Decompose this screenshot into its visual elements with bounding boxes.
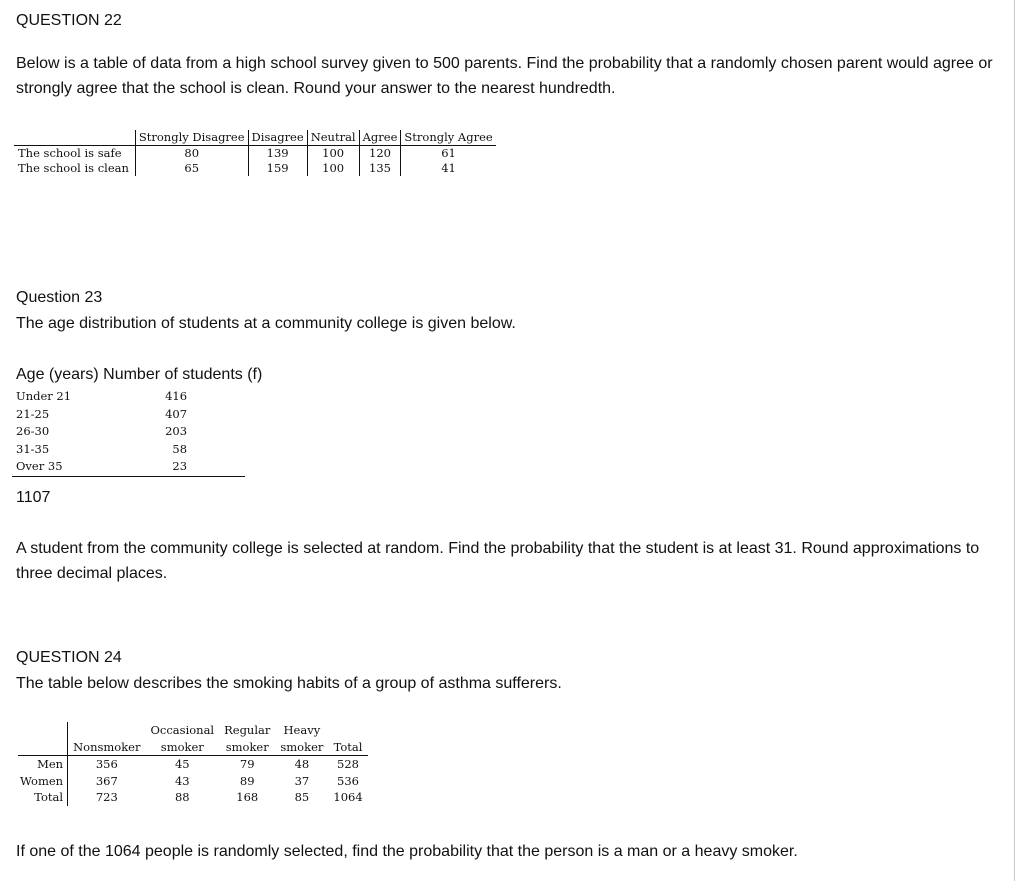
- smoking-header-top: [328, 722, 367, 739]
- page-right-border: [1014, 0, 1015, 881]
- question-23-text: The age distribution of students at a community college is given below.: [16, 315, 516, 332]
- smoking-table-corner: [18, 739, 68, 756]
- survey-header-disagree: Disagree: [248, 130, 307, 146]
- smoking-row-label: Total: [18, 789, 68, 806]
- table-row: [18, 773, 368, 790]
- smoking-header-occasional: smoker: [146, 739, 220, 756]
- smoking-cell: 88: [174, 790, 190, 804]
- student-count: 203: [165, 424, 188, 439]
- smoking-cell: 85: [294, 790, 310, 804]
- smoking-cell: 37: [294, 773, 310, 788]
- smoking-header-top: Heavy: [283, 723, 321, 737]
- question-22-heading: QUESTION 22: [16, 12, 122, 29]
- student-count: 416: [165, 389, 188, 403]
- survey-cell: 65: [184, 161, 200, 175]
- age-range: Under 21: [16, 389, 72, 403]
- survey-header-agree: Agree: [359, 130, 401, 146]
- smoking-cell: 528: [337, 757, 359, 771]
- age-range: 21-25: [16, 406, 50, 421]
- table-row: [12, 388, 245, 406]
- survey-header-strongly-agree: Strongly Agree: [401, 130, 496, 146]
- smoking-header-row-top: [18, 722, 368, 739]
- age-table-header: Age (years) Number of students (f): [16, 366, 263, 383]
- table-row: [18, 756, 368, 773]
- smoking-header-top: [68, 722, 146, 739]
- student-count: 23: [75, 458, 245, 476]
- smoking-cell: 168: [236, 790, 259, 804]
- survey-cell: 120: [359, 146, 401, 162]
- survey-cell: 139: [248, 146, 307, 162]
- table-row: [14, 161, 496, 176]
- question-23-heading: Question 23: [16, 289, 103, 306]
- question-24-prompt: If one of the 1064 people is randomly selected, find the probability that the person is a man or a heavy smoker.: [16, 843, 798, 860]
- smoking-header-total: Total: [328, 739, 367, 756]
- age-range: Over 35: [12, 458, 75, 476]
- smoking-header-nonsmoker: Nonsmoker: [68, 739, 146, 756]
- survey-cell: 100: [307, 146, 359, 162]
- survey-header-strongly-disagree: Strongly Disagree: [135, 130, 248, 146]
- smoking-cell: 356: [95, 757, 118, 771]
- smoking-header-top: Regular: [224, 723, 271, 737]
- smoking-header-top: Occasional: [150, 723, 215, 737]
- table-row: [14, 146, 496, 162]
- smoking-header-row-bottom: [18, 739, 368, 756]
- table-row: [12, 458, 245, 476]
- smoking-row-label: Men: [18, 756, 68, 773]
- survey-cell: 100: [307, 161, 359, 176]
- table-row: [12, 441, 245, 459]
- smoking-cell: 1064: [333, 790, 363, 804]
- survey-row-label: The school is safe: [14, 146, 135, 162]
- survey-row-label: The school is clean: [14, 161, 135, 176]
- student-count: 58: [172, 441, 188, 456]
- smoking-cell: 79: [239, 757, 255, 771]
- survey-cell: 80: [184, 146, 200, 160]
- table-row: [12, 406, 245, 424]
- question-22-text: Below is a table of data from a high school survey given to 500 parents. Find the probability that a randomly chosen parent would agree or strongly agree that the school is clean. Round your answer to the nearest hundredth.: [16, 55, 993, 97]
- survey-cell: 61: [401, 146, 496, 162]
- survey-cell: 135: [359, 161, 401, 176]
- age-range: 31-35: [16, 441, 50, 456]
- survey-table: [14, 130, 496, 176]
- smoking-cell: 45: [174, 757, 190, 771]
- age-table: [12, 388, 245, 477]
- survey-table-header-row: [14, 130, 496, 146]
- age-table-total: 1107: [16, 489, 51, 506]
- survey-table-corner: [14, 130, 135, 146]
- smoking-cell: 48: [294, 757, 310, 771]
- smoking-cell: 43: [174, 773, 190, 788]
- smoking-cell: 89: [239, 773, 255, 788]
- smoking-header-heavy: smoker: [275, 739, 328, 756]
- smoking-table-corner: [18, 722, 68, 739]
- smoking-row-label: Women: [18, 773, 68, 790]
- smoking-cell: 367: [95, 773, 118, 788]
- question-24-heading: QUESTION 24: [16, 649, 122, 666]
- survey-header-neutral: Neutral: [307, 130, 359, 146]
- age-range: 26-30: [16, 424, 50, 439]
- smoking-table: [18, 722, 368, 806]
- smoking-cell: 723: [95, 790, 118, 804]
- survey-cell: 41: [401, 161, 496, 176]
- survey-cell: 159: [248, 161, 307, 176]
- table-row: [12, 423, 245, 441]
- smoking-header-regular: smoker: [219, 739, 275, 756]
- question-23-prompt: A student from the community college is selected at random. Find the probability that the student is at least 31. Round approximations to three decimal places.: [16, 540, 980, 582]
- table-row: [18, 789, 368, 806]
- question-24-text: The table below describes the smoking habits of a group of asthma sufferers.: [16, 675, 562, 692]
- smoking-cell: 536: [337, 773, 359, 788]
- student-count: 407: [165, 406, 188, 421]
